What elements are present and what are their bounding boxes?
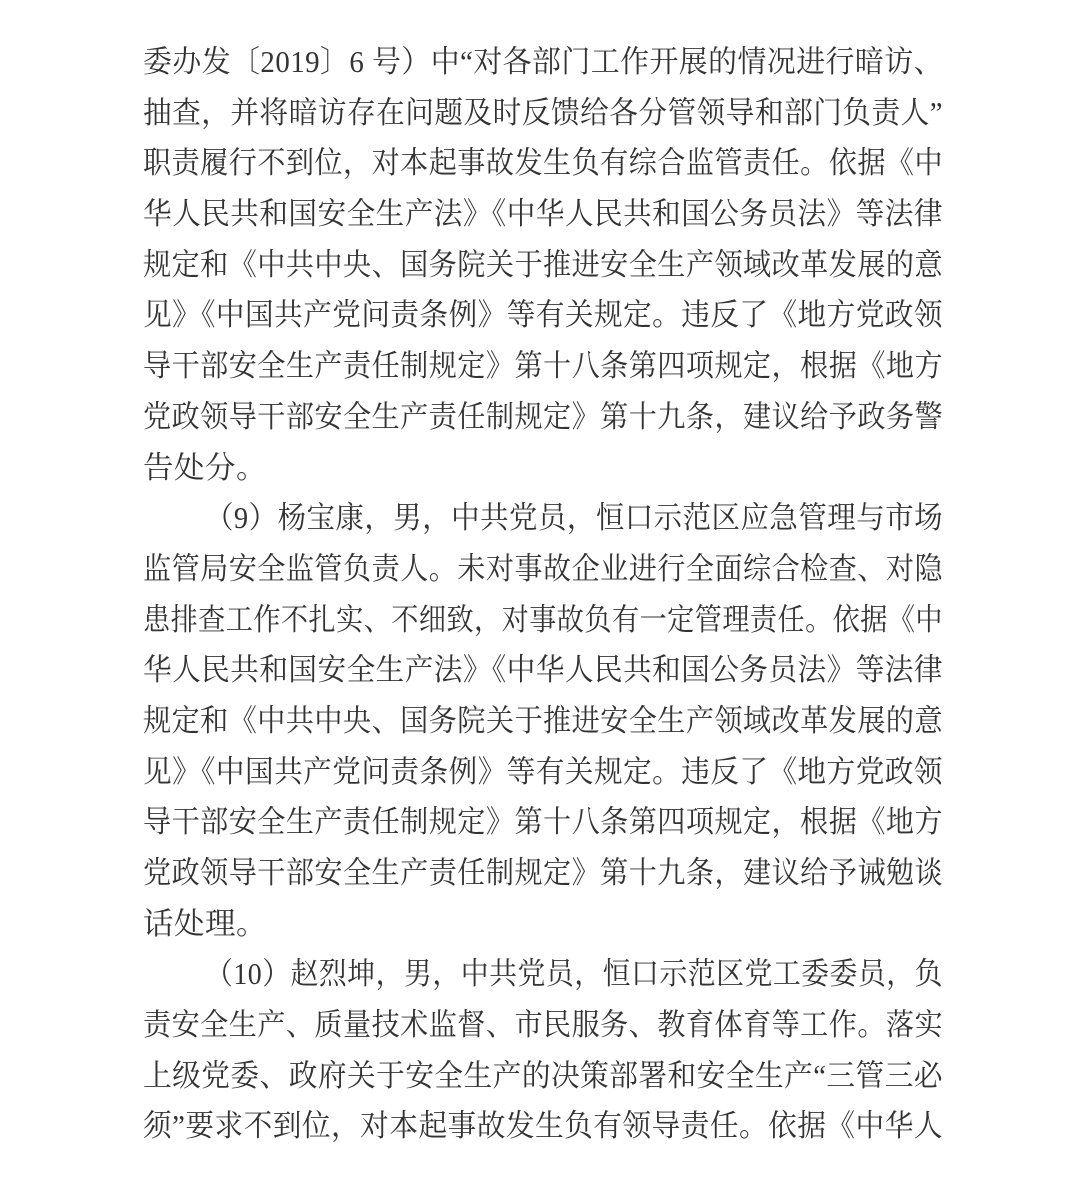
text-line-content: 抽查，并将暗访存在问题及时反馈给各分管领导和部门负责人” [143, 95, 943, 130]
text-line-content: 华人民共和国安全生产法》《中华人民共和国公务员法》等法律 [143, 653, 943, 688]
text-line [143, 392, 943, 443]
text-line [143, 138, 943, 189]
text-line [143, 493, 943, 544]
text-line [143, 341, 943, 392]
text-line [143, 1101, 943, 1152]
text-line-content: 规定和《中共中央、国务院关于推进安全生产领域改革发展的意 [143, 247, 944, 282]
text-line [143, 595, 943, 646]
text-line-content: 患排查工作不扎实、不细致，对事故负有一定管理责任。依据《中 [143, 602, 944, 637]
text-line-content: 华人民共和国安全生产法》《中华人民共和国公务员法》等法律 [143, 197, 943, 232]
text-line-content: （9）杨宝康，男，中共党员，恒口示范区应急管理与市场 [205, 501, 944, 536]
text-line-content: 导干部安全生产责任制规定》第十八条第四项规定，根据《地方 [143, 805, 944, 840]
text-line [143, 645, 943, 696]
text-line [143, 240, 943, 291]
text-line-content: 责安全生产、质量技术监督、市民服务、教育体育等工作。落实 [143, 1008, 944, 1043]
text-line [143, 88, 943, 139]
text-line [143, 696, 943, 747]
text-line-content: 见》《中国共产党问责条例》等有关规定。违反了《地方党政领 [143, 754, 943, 789]
text-line [143, 443, 943, 494]
text-line [143, 290, 943, 341]
text-line-content: 见》《中国共产党问责条例》等有关规定。违反了《地方党政领 [143, 298, 943, 333]
text-line-content: 监管局安全监管负责人。未对事故企业进行全面综合检查、对隐 [143, 551, 944, 586]
text-line-content: 导干部安全生产责任制规定》第十八条第四项规定，根据《地方 [143, 349, 944, 384]
text-line-content: 规定和《中共中央、国务院关于推进安全生产领域改革发展的意 [143, 703, 944, 738]
document-body [143, 37, 943, 1152]
text-line [143, 747, 943, 798]
text-line [143, 848, 943, 899]
text-line-content: 党政领导干部安全生产责任制规定》第十九条，建议给予诫勉谈 [143, 856, 944, 890]
text-line-content: 话处理。 [143, 906, 267, 941]
text-line [143, 899, 943, 950]
text-line [143, 544, 943, 595]
text-line-content: 告处分。 [143, 450, 267, 485]
text-line [143, 797, 943, 848]
text-line [143, 949, 943, 1000]
text-line-content: 上级党委、政府关于安全生产的决策部署和安全生产“三管三必 [143, 1058, 943, 1093]
text-line [143, 189, 943, 240]
text-line-content: 职责履行不到位，对本起事故发生负有综合监管责任。依据《中 [143, 146, 944, 181]
text-line [143, 37, 943, 88]
text-line-content: 党政领导干部安全生产责任制规定》第十九条，建议给予政务警 [143, 399, 944, 434]
text-line [143, 1051, 943, 1102]
text-line-content: 委办发〔2019〕6 号）中“对各部门工作开展的情况进行暗访、 [143, 45, 943, 79]
text-line-content: （10）赵烈坤，男，中共党员，恒口示范区党工委委员，负 [205, 957, 944, 992]
text-line [143, 1000, 943, 1051]
text-line-content: 须”要求不到位，对本起事故发生负有领导责任。依据《中华人 [143, 1109, 943, 1144]
